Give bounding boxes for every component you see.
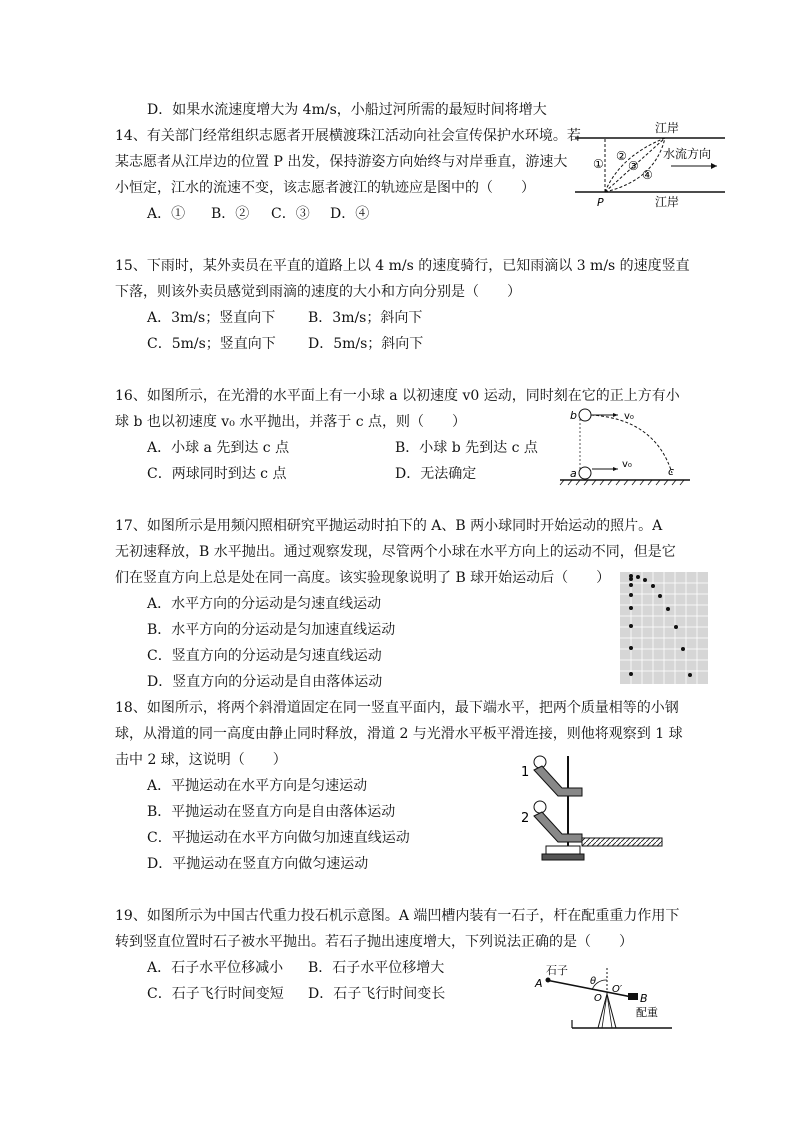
q17-option-a: A．水平方向的分运动是匀速直线运动 [147, 596, 382, 612]
q15-option-b: B．3m/s；斜向下 [308, 310, 423, 326]
q19-option-a: A．石子水平位移减小 [147, 960, 284, 976]
q16-option-c: C．两球同时到达 c 点 [147, 466, 287, 482]
q18-stem-line-3: 击中 2 球，这说明（ ） [115, 752, 287, 768]
q17-stem-line-1: 17、如图所示是用频闪照相研究平抛运动时拍下的 A、B 两小球同时开始运动的照片。A [115, 518, 663, 534]
q14-path-2: ② [616, 149, 627, 163]
q16-stem-line-2: 球 b 也以初速度 v₀ 水平抛出，并落于 c 点，则（ ） [115, 414, 467, 430]
q19-option-c: C．石子飞行时间变短 [147, 986, 284, 1002]
q19-b-label: B [640, 992, 648, 1005]
q15-option-d: D．5m/s；斜向下 [308, 336, 424, 352]
q19-stem-line-2: 转到竖直位置时石子被水平抛出。若石子抛出速度增大，下列说法正确的是（ ） [115, 934, 633, 950]
q14-path-4: ④ [642, 168, 653, 182]
q18-option-d: D．平抛运动在竖直方向做匀速运动 [147, 856, 369, 872]
q14-path-3: ③ [628, 159, 639, 173]
q19-option-b: B．石子水平位移增大 [308, 960, 445, 976]
q14-stem-line-2: 某志愿者从江岸边的位置 P 出发，保持游姿方向始终与对岸垂直，游速大 [115, 154, 568, 170]
q14-option-d: D．④ [330, 206, 370, 222]
q19-o-label: O [594, 993, 602, 1004]
q17-option-d: D．竖直方向的分运动是自由落体运动 [147, 674, 383, 690]
q14-river-figure [575, 118, 725, 213]
q18-option-c: C．平抛运动在水平方向做匀加速直线运动 [147, 830, 410, 846]
q19-a-label: A [535, 977, 543, 990]
q15-stem-line-1: 15、下雨时，某外卖员在平直的道路上以 4 m/s 的速度骑行，已知雨滴以 3 m/s 的速度竖直 [115, 258, 690, 274]
q18-option-b: B．平抛运动在竖直方向是自由落体运动 [147, 804, 396, 820]
q18-slide-apparatus [516, 752, 664, 864]
q18-option-a: A．平抛运动在水平方向是匀速运动 [147, 778, 368, 794]
q14-path-1: ① [593, 157, 604, 171]
q19-option-d: D．石子飞行时间变长 [308, 986, 446, 1002]
q16-stem-line-1: 16、如图所示，在光滑的水平面上有一小球 a 以初速度 v0 运动，同时刻在它的正上方有小 [115, 388, 680, 404]
q19-weight-label: 配重 [636, 1006, 658, 1019]
q18-stem-line-2: 球，从滑道的同一高度由静止同时释放，滑道 2 与光滑水平板平滑连接，则他将观察到 1 球 [115, 726, 683, 742]
q16-ball-a-label: a [570, 467, 577, 480]
q18-label-2: 2 [521, 811, 530, 826]
q14-stem-line-1: 14、有关部门经常组织志愿者开展横渡珠江活动向社会宣传保护水环境。若 [115, 128, 581, 144]
q17-option-c: C．竖直方向的分运动是匀速直线运动 [147, 648, 382, 664]
q14-option-a: A．① [147, 206, 186, 222]
q14-option-c: C．③ [271, 206, 310, 222]
q16-point-c-label: c [668, 465, 675, 478]
q17-option-b: B．水平方向的分运动是匀加速直线运动 [147, 622, 396, 638]
q19-stem-line-1: 19、如图所示为中国古代重力投石机示意图。A 端凹槽内装有一石子，杆在配重重力作用下 [115, 908, 680, 924]
q14-stem-line-3: 小恒定，江水的流速不变，该志愿者渡江的轨迹应是图中的（ ） [115, 180, 535, 196]
q17-strobe-photo [620, 572, 708, 684]
q19-trebuchet-figure [532, 960, 677, 1035]
q19-stone-label: 石子 [546, 964, 568, 977]
q16-option-b: B．小球 b 先到达 c 点 [395, 440, 538, 456]
q15-option-a: A．3m/s；竖直向下 [147, 310, 276, 326]
q14-option-b: B．② [211, 206, 250, 222]
q15-stem-line-2: 下落，则该外卖员感觉到雨滴的速度的大小和方向分别是（ ） [115, 284, 521, 300]
q15-option-c: C．5m/s；竖直向下 [147, 336, 276, 352]
q16-projectile-figure [560, 405, 695, 487]
q17-stem-line-2: 无初速释放，B 水平抛出。通过观察发现，尽管两个小球在水平方向上的运动不同，但是它 [115, 544, 676, 560]
q18-stem-line-1: 18、如图所示，将两个斜滑道固定在同一竖直平面内，最下端水平，把两个质量相等的小钢 [115, 700, 679, 716]
q16-v-top-label: v₀ [624, 411, 634, 422]
q14-bank-bottom-label: 江岸 [655, 195, 680, 209]
q16-v-bottom-label: v₀ [622, 459, 632, 470]
q14-point-p: P [597, 196, 604, 209]
q13-option-d: D．如果水流速度增大为 4m/s，小船过河所需的最短时间将增大 [147, 102, 547, 118]
q19-o-prime-label: O′ [612, 984, 623, 995]
q14-flow-label: 水流方向 [663, 147, 712, 161]
q14-bank-top-label: 江岸 [655, 121, 680, 135]
q18-label-1: 1 [521, 765, 530, 780]
q17-stem-line-3: 们在竖直方向上总是处在同一高度。该实验现象说明了 B 球开始运动后（ ） [115, 570, 611, 586]
q16-option-d: D．无法确定 [395, 466, 477, 482]
q19-theta-label: θ [590, 976, 597, 987]
q16-ball-b-label: b [570, 409, 577, 422]
q16-option-a: A．小球 a 先到达 c 点 [147, 440, 290, 456]
